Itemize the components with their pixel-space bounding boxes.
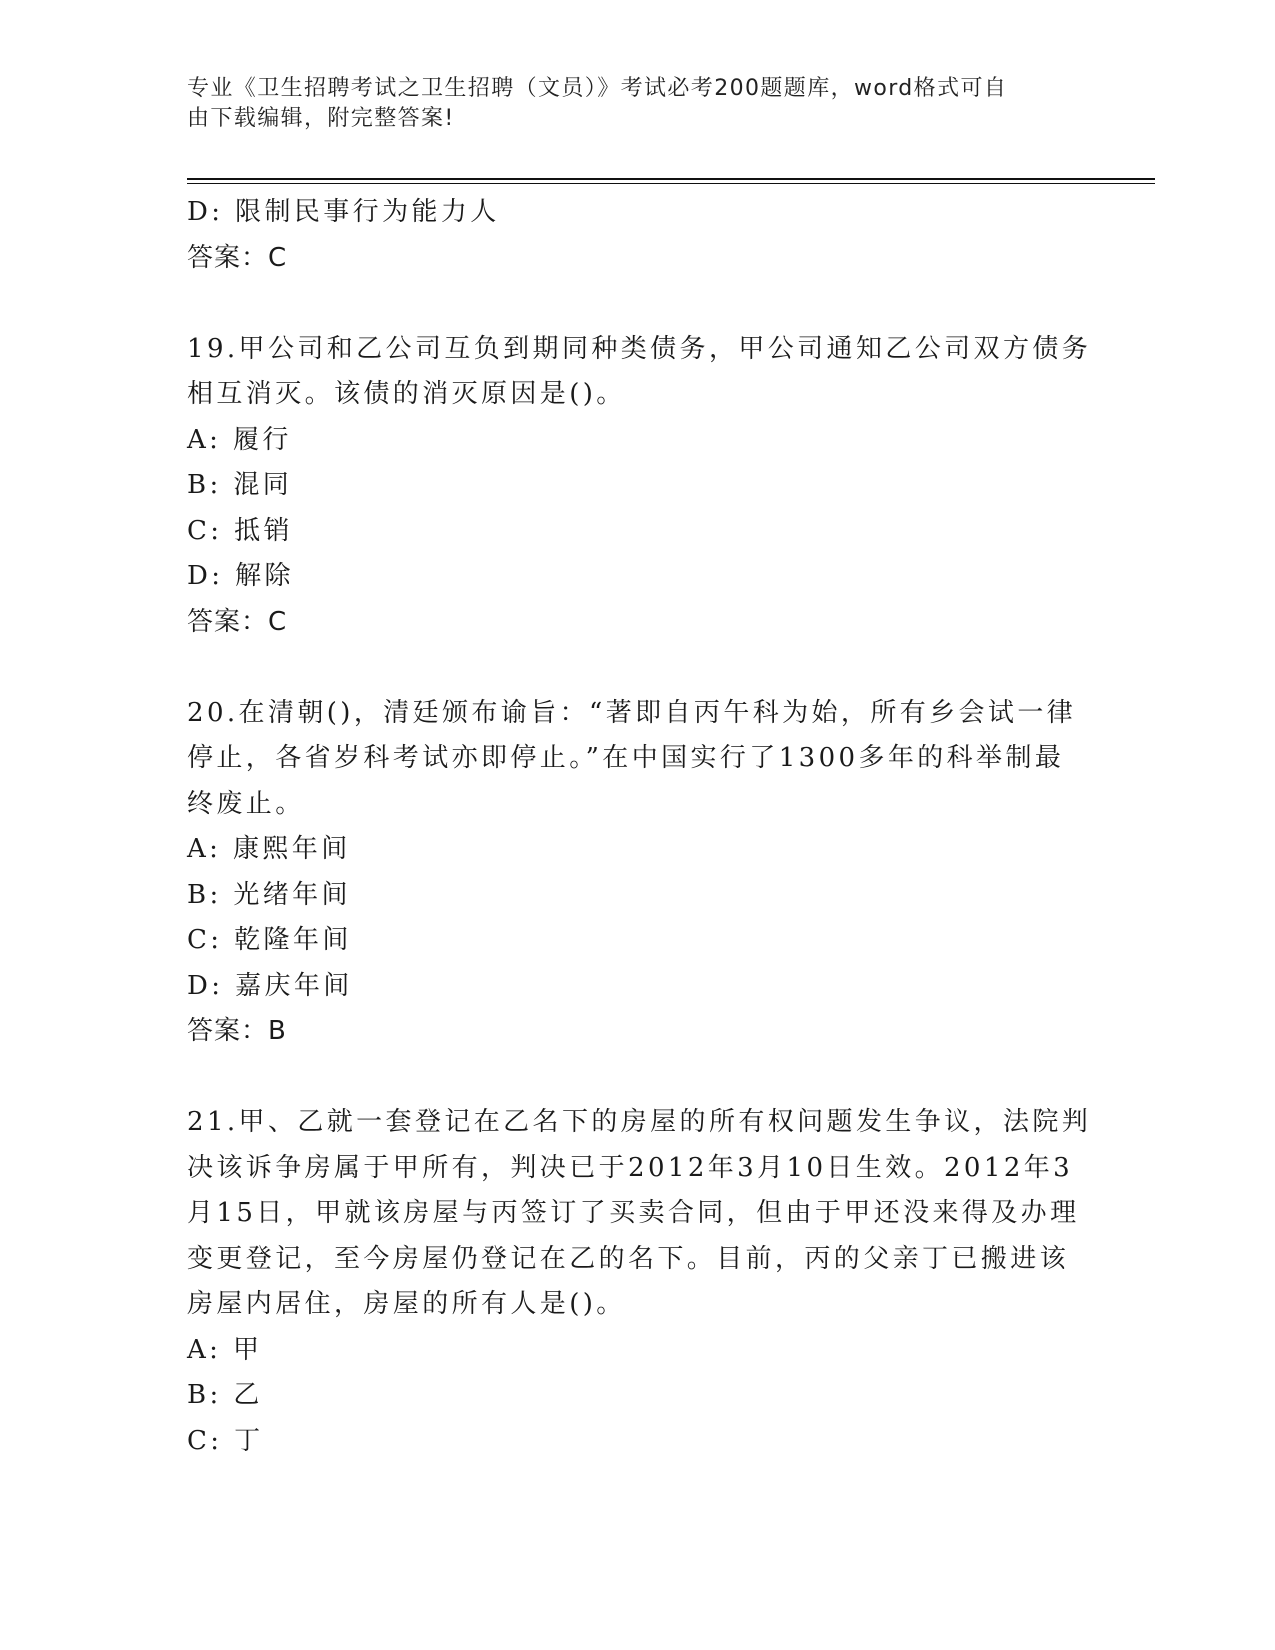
option-b: B: 混同	[187, 470, 293, 500]
spacer	[187, 645, 1087, 691]
option-a: A: 康熙年间	[187, 834, 351, 864]
answer-line: 答案：C	[187, 606, 288, 637]
document-header	[187, 74, 1067, 134]
option-b: B: 乙	[187, 1380, 263, 1410]
question-19	[187, 327, 1092, 646]
question-text-line: 相互消灭。该债的消灭原因是()。	[187, 379, 626, 409]
question-21	[187, 1100, 1092, 1464]
option-a: A: 甲	[187, 1334, 263, 1365]
question-text-line: 20.在清朝()，清廷颁布谕旨：“著即自丙午科为始，所有乡会试一律	[187, 697, 1077, 728]
option-c: C: 丁	[187, 1425, 264, 1456]
question-text-line: 月15日，甲就该房屋与丙签订了买卖合同，但由于甲还没来得及办理	[187, 1198, 1080, 1228]
question-text-line: 21.甲、乙就一套登记在乙名下的房屋的所有权问题发生争议，法院判	[187, 1107, 1092, 1137]
option-d: D: 解除	[187, 561, 294, 591]
previous-question-tail	[187, 190, 1087, 281]
question-text-line: 19.甲公司和乙公司互负到期同种类债务，甲公司通知乙公司双方债务	[187, 333, 1092, 364]
header-rule-thick	[187, 178, 1155, 180]
question-text-line: 房屋内居住，房屋的所有人是()。	[187, 1289, 626, 1319]
question-text-line: 变更登记，至今房屋仍登记在乙的名下。目前，丙的父亲丁已搬进该	[187, 1243, 1070, 1274]
document-body	[187, 190, 1092, 1464]
header-line-2: 由下载编辑，附完整答案!	[187, 106, 455, 131]
option-b: B: 光绪年间	[187, 879, 351, 910]
spacer	[187, 281, 1087, 327]
option-c: C: 乾隆年间	[187, 925, 352, 955]
answer-line: 答案：B	[187, 1016, 287, 1046]
question-text-line: 决该诉争房属于甲所有，判决已于2012年3月10日生效。2012年3	[187, 1152, 1074, 1183]
spacer	[187, 1055, 1087, 1101]
header-rule-thin	[187, 183, 1155, 184]
answer-line: 答案：C	[187, 242, 288, 273]
question-text-line: 终废止。	[187, 788, 305, 819]
option-c: C: 抵销	[187, 515, 293, 546]
option-d: D: 限制民事行为能力人	[187, 197, 500, 227]
question-text-line: 停止，各省岁科考试亦即停止。”在中国实行了1300多年的科举制最	[187, 743, 1065, 773]
header-line-1: 专业《卫生招聘考试之卫生招聘（文员）》考试必考200题题库，word格式可自	[187, 76, 1008, 101]
option-d: D: 嘉庆年间	[187, 970, 353, 1001]
option-a: A: 履行	[187, 424, 292, 455]
question-20	[187, 691, 1087, 1055]
